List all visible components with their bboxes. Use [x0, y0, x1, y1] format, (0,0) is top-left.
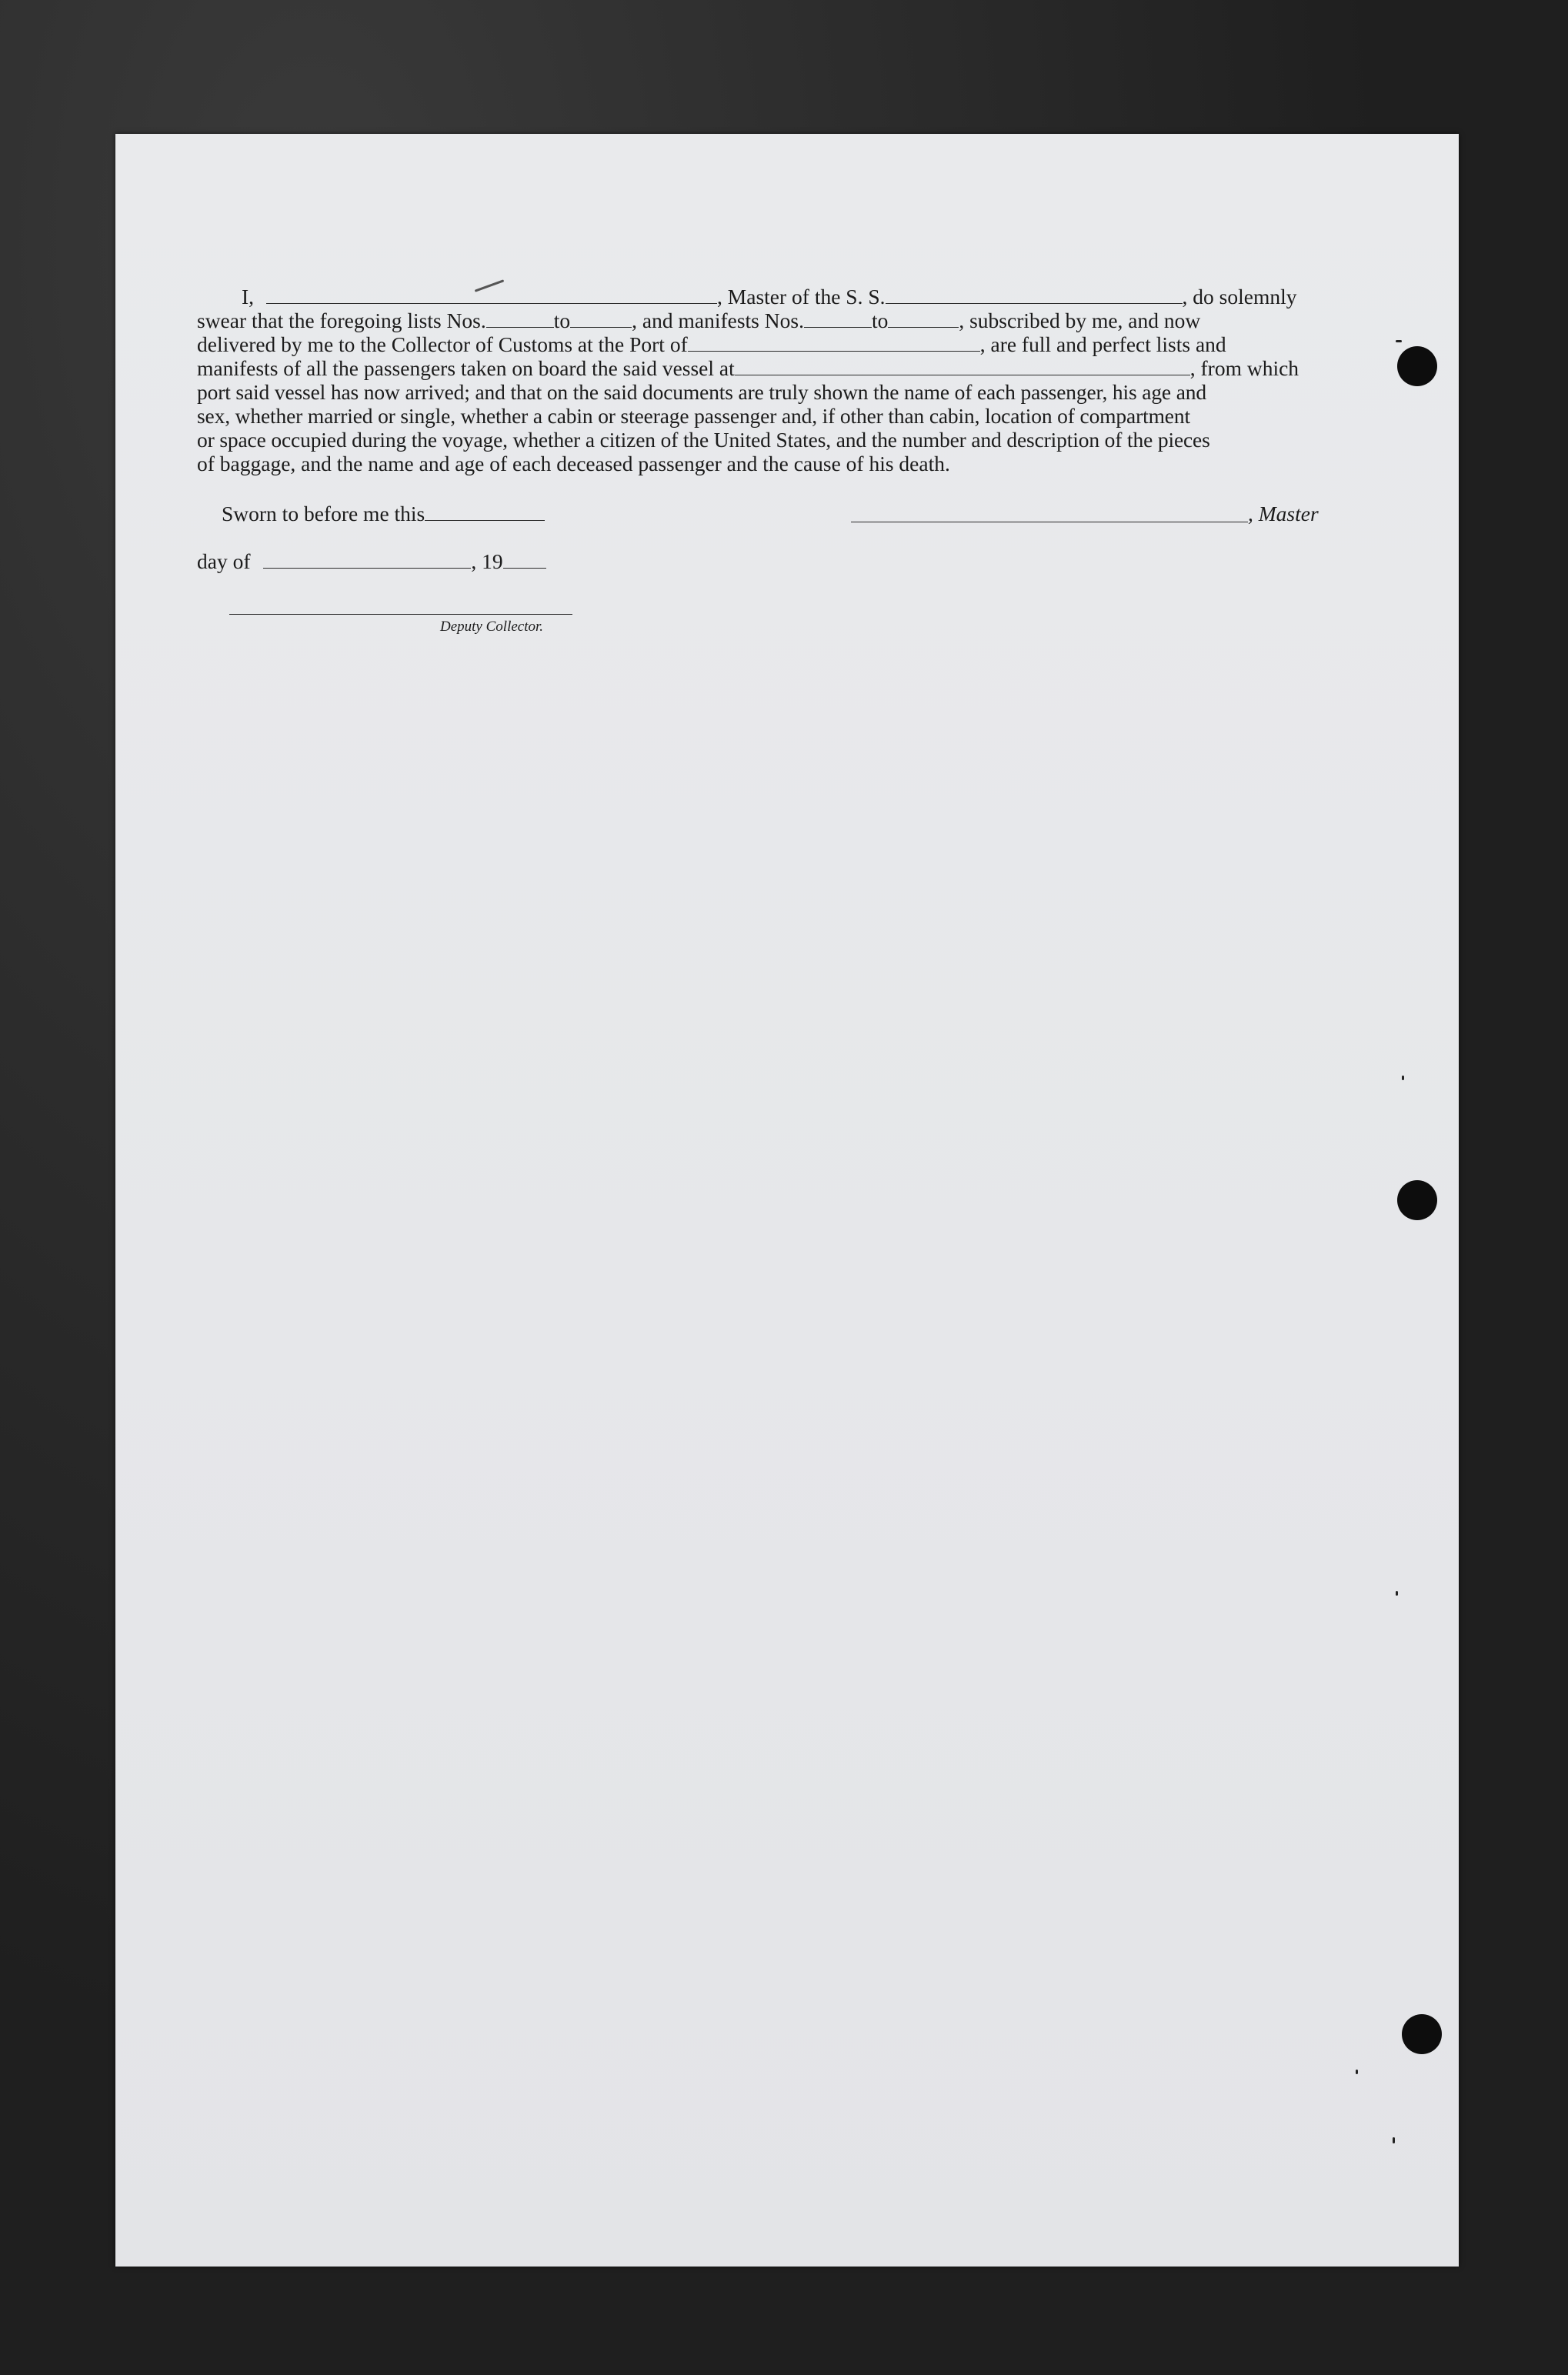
oath-text: or space occupied during the voyage, whether a citizen of the United States, and the number and description of the pieces [197, 428, 1210, 452]
oath-line [197, 380, 1323, 404]
oath-text: delivered by me to the Collector of Customs at the Port of , are full and perfect lists and [197, 332, 1226, 356]
edge-mark [1393, 2137, 1395, 2143]
oath-line [197, 356, 1323, 380]
edge-mark [1396, 1591, 1398, 1596]
master-signature-label: , Master [1248, 502, 1319, 525]
oath-line [197, 332, 1323, 356]
punch-hole-top [1397, 346, 1437, 386]
date-line: day of , 19 [197, 549, 546, 574]
month-blank[interactable] [263, 567, 471, 569]
embarkation-blank[interactable] [735, 374, 1190, 375]
oath-text: , Master of the S. S. [717, 285, 886, 309]
oath-text: manifests of all the passengers taken on board the said vessel at , from which [197, 356, 1299, 380]
deputy-signature-line[interactable] [229, 614, 572, 615]
manifest-to-blank[interactable] [888, 326, 959, 328]
oath-text: swear that the foregoing lists Nos. to , and manifests Nos. to , subscribed by me, and now [197, 309, 1201, 332]
oath-paragraph [197, 285, 1323, 475]
edge-mark [1402, 1076, 1404, 1080]
edge-mark [1396, 340, 1402, 342]
port-blank[interactable] [688, 350, 980, 352]
list-to-blank[interactable] [570, 326, 632, 328]
manifest-from-blank[interactable] [804, 326, 872, 328]
punch-hole-bottom [1402, 2014, 1442, 2054]
oath-text: I, [242, 285, 255, 309]
list-from-blank[interactable] [486, 326, 554, 328]
year-blank[interactable] [503, 567, 546, 569]
oath-line [197, 285, 1323, 309]
oath-text: sex, whether married or single, whether a cabin or steerage passenger and, if other than cabin, location of compartment [197, 404, 1190, 428]
oath-text: of baggage, and the name and age of each deceased passenger and the cause of his death. [197, 452, 950, 475]
oath-text: , do solemnly [1182, 285, 1297, 309]
oath-line [197, 452, 1323, 475]
punch-hole-middle [1397, 1180, 1437, 1220]
edge-mark [1356, 2070, 1358, 2074]
sworn-day-blank[interactable] [425, 519, 545, 521]
oath-line [197, 404, 1323, 428]
oath-text: port said vessel has now arrived; and that on the said documents are truly shown the name of each passenger, his age and [197, 380, 1206, 404]
deputy-collector-label: Deputy Collector. [440, 619, 544, 635]
master-name-blank[interactable] [266, 302, 717, 304]
sworn-label: Sworn to before me this [222, 502, 545, 526]
oath-line [197, 428, 1323, 452]
oath-line [197, 309, 1323, 332]
ship-name-blank[interactable] [886, 302, 1183, 304]
